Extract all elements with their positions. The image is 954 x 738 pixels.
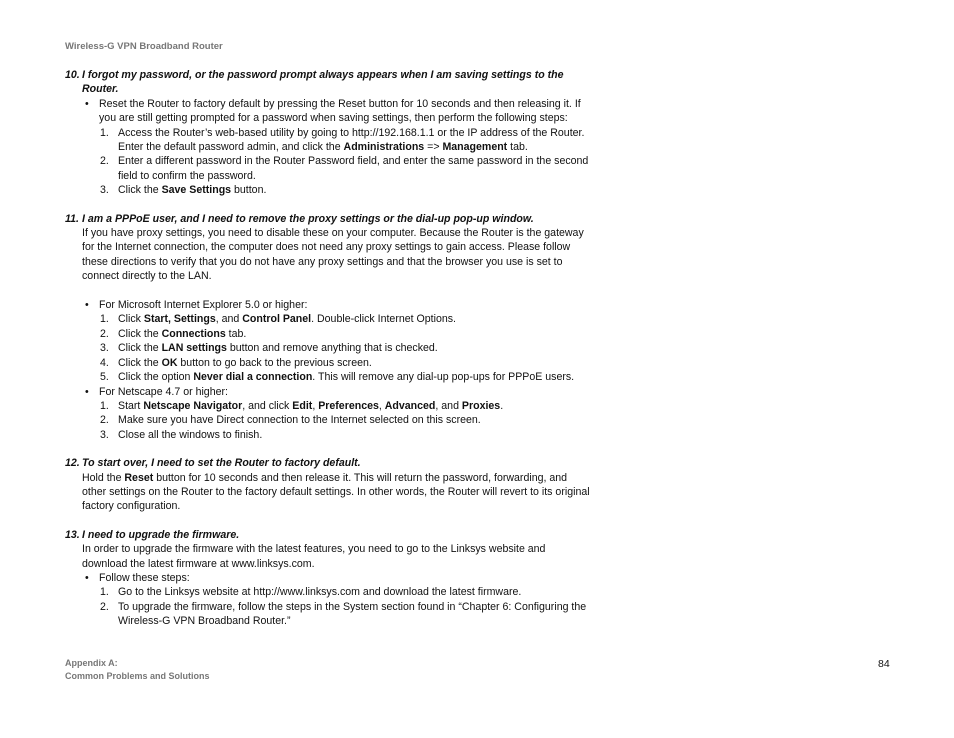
faq-content [65, 68, 590, 629]
step-item: 1. Go to the Linksys website at http://www.linksys.com and download the latest firmware. [100, 586, 522, 599]
question-12: 12. To start over, I need to set the Router to factory default. [65, 457, 361, 470]
step-item: 1. Start Netscape Navigator, and click Edit, Preferences, Advanced, and Proxies. [100, 399, 504, 412]
step-item: 3. Click the Save Settings button. [100, 184, 267, 197]
footer-appendix: Appendix A: [65, 658, 118, 668]
step-item: 5. Click the option Never dial a connection. This will remove any dial-up pop-ups for PPPoE users. [100, 371, 575, 384]
bullet-item: • For Netscape 4.7 or higher: [85, 385, 228, 398]
running-footer [65, 657, 210, 682]
bullet-item: • Reset the Router to factory default by pressing the Reset button for 10 seconds and then releasing it. If you are still getting prompted for a password when saving settings, then perform the following steps: [85, 97, 581, 125]
footer-chapter-title: Common Problems and Solutions [65, 670, 210, 681]
step-item: 4. Click the OK button to go back to the previous screen. [100, 356, 372, 369]
step-item: 3. Click the LAN settings button and remove anything that is checked. [100, 342, 438, 355]
step-item: 1. Click Start, Settings, and Control Panel. Double-click Internet Options. [100, 313, 456, 326]
running-header: Wireless-G VPN Broadband Router [65, 41, 223, 52]
step-item: 2. Enter a different password in the Router Password field, and enter the same password in the second field to confirm the password. [100, 155, 589, 182]
answer-paragraph: In order to upgrade the firmware with the latest features, you need to go to the Linksys website and download the latest firmware at www.linksys.com. [82, 543, 546, 570]
question-11: 11. I am a PPPoE user, and I need to remove the proxy settings or the dial-up pop-up window. [65, 212, 534, 225]
page-number: 84 [878, 658, 890, 670]
step-item: 2. Make sure you have Direct connection to the Internet selected on this screen. [100, 414, 481, 427]
question-13: 13. I need to upgrade the firmware. [65, 528, 240, 541]
bullet-item: • For Microsoft Internet Explorer 5.0 or higher: [85, 299, 308, 312]
step-item: 1. Access the Router’s web-based utility by going to http://192.168.1.1 or the IP address of the Router. Enter the default password admin, and click the Administrations => Management tab. [100, 126, 585, 154]
step-item: 3. Close all the windows to finish. [100, 428, 263, 441]
step-item: 2. To upgrade the firmware, follow the steps in the System section found in “Chapter 6: Configuring the Wireless-G VPN Broadband Router.” [100, 600, 587, 628]
bullet-item: • Follow these steps: [85, 571, 190, 584]
answer-paragraph: Hold the Reset button for 10 seconds and then release it. This will return the password, forwarding, and other settings on the Router to the factory default settings. In other words, the Router will revert to its original factory configuration. [82, 471, 590, 513]
step-item: 2. Click the Connections tab. [100, 327, 247, 340]
answer-paragraph: If you have proxy settings, you need to disable these on your computer. Because the Router is the gateway for the Internet connection, the computer does not need any proxy settings to gain access. Please follow these directions to verify that you do not have any proxy settings and that the browser you use is set to connect directly to the LAN. [82, 227, 584, 283]
question-10: 10. I forgot my password, or the password prompt always appears when I am saving settings to the Router. [65, 69, 564, 96]
